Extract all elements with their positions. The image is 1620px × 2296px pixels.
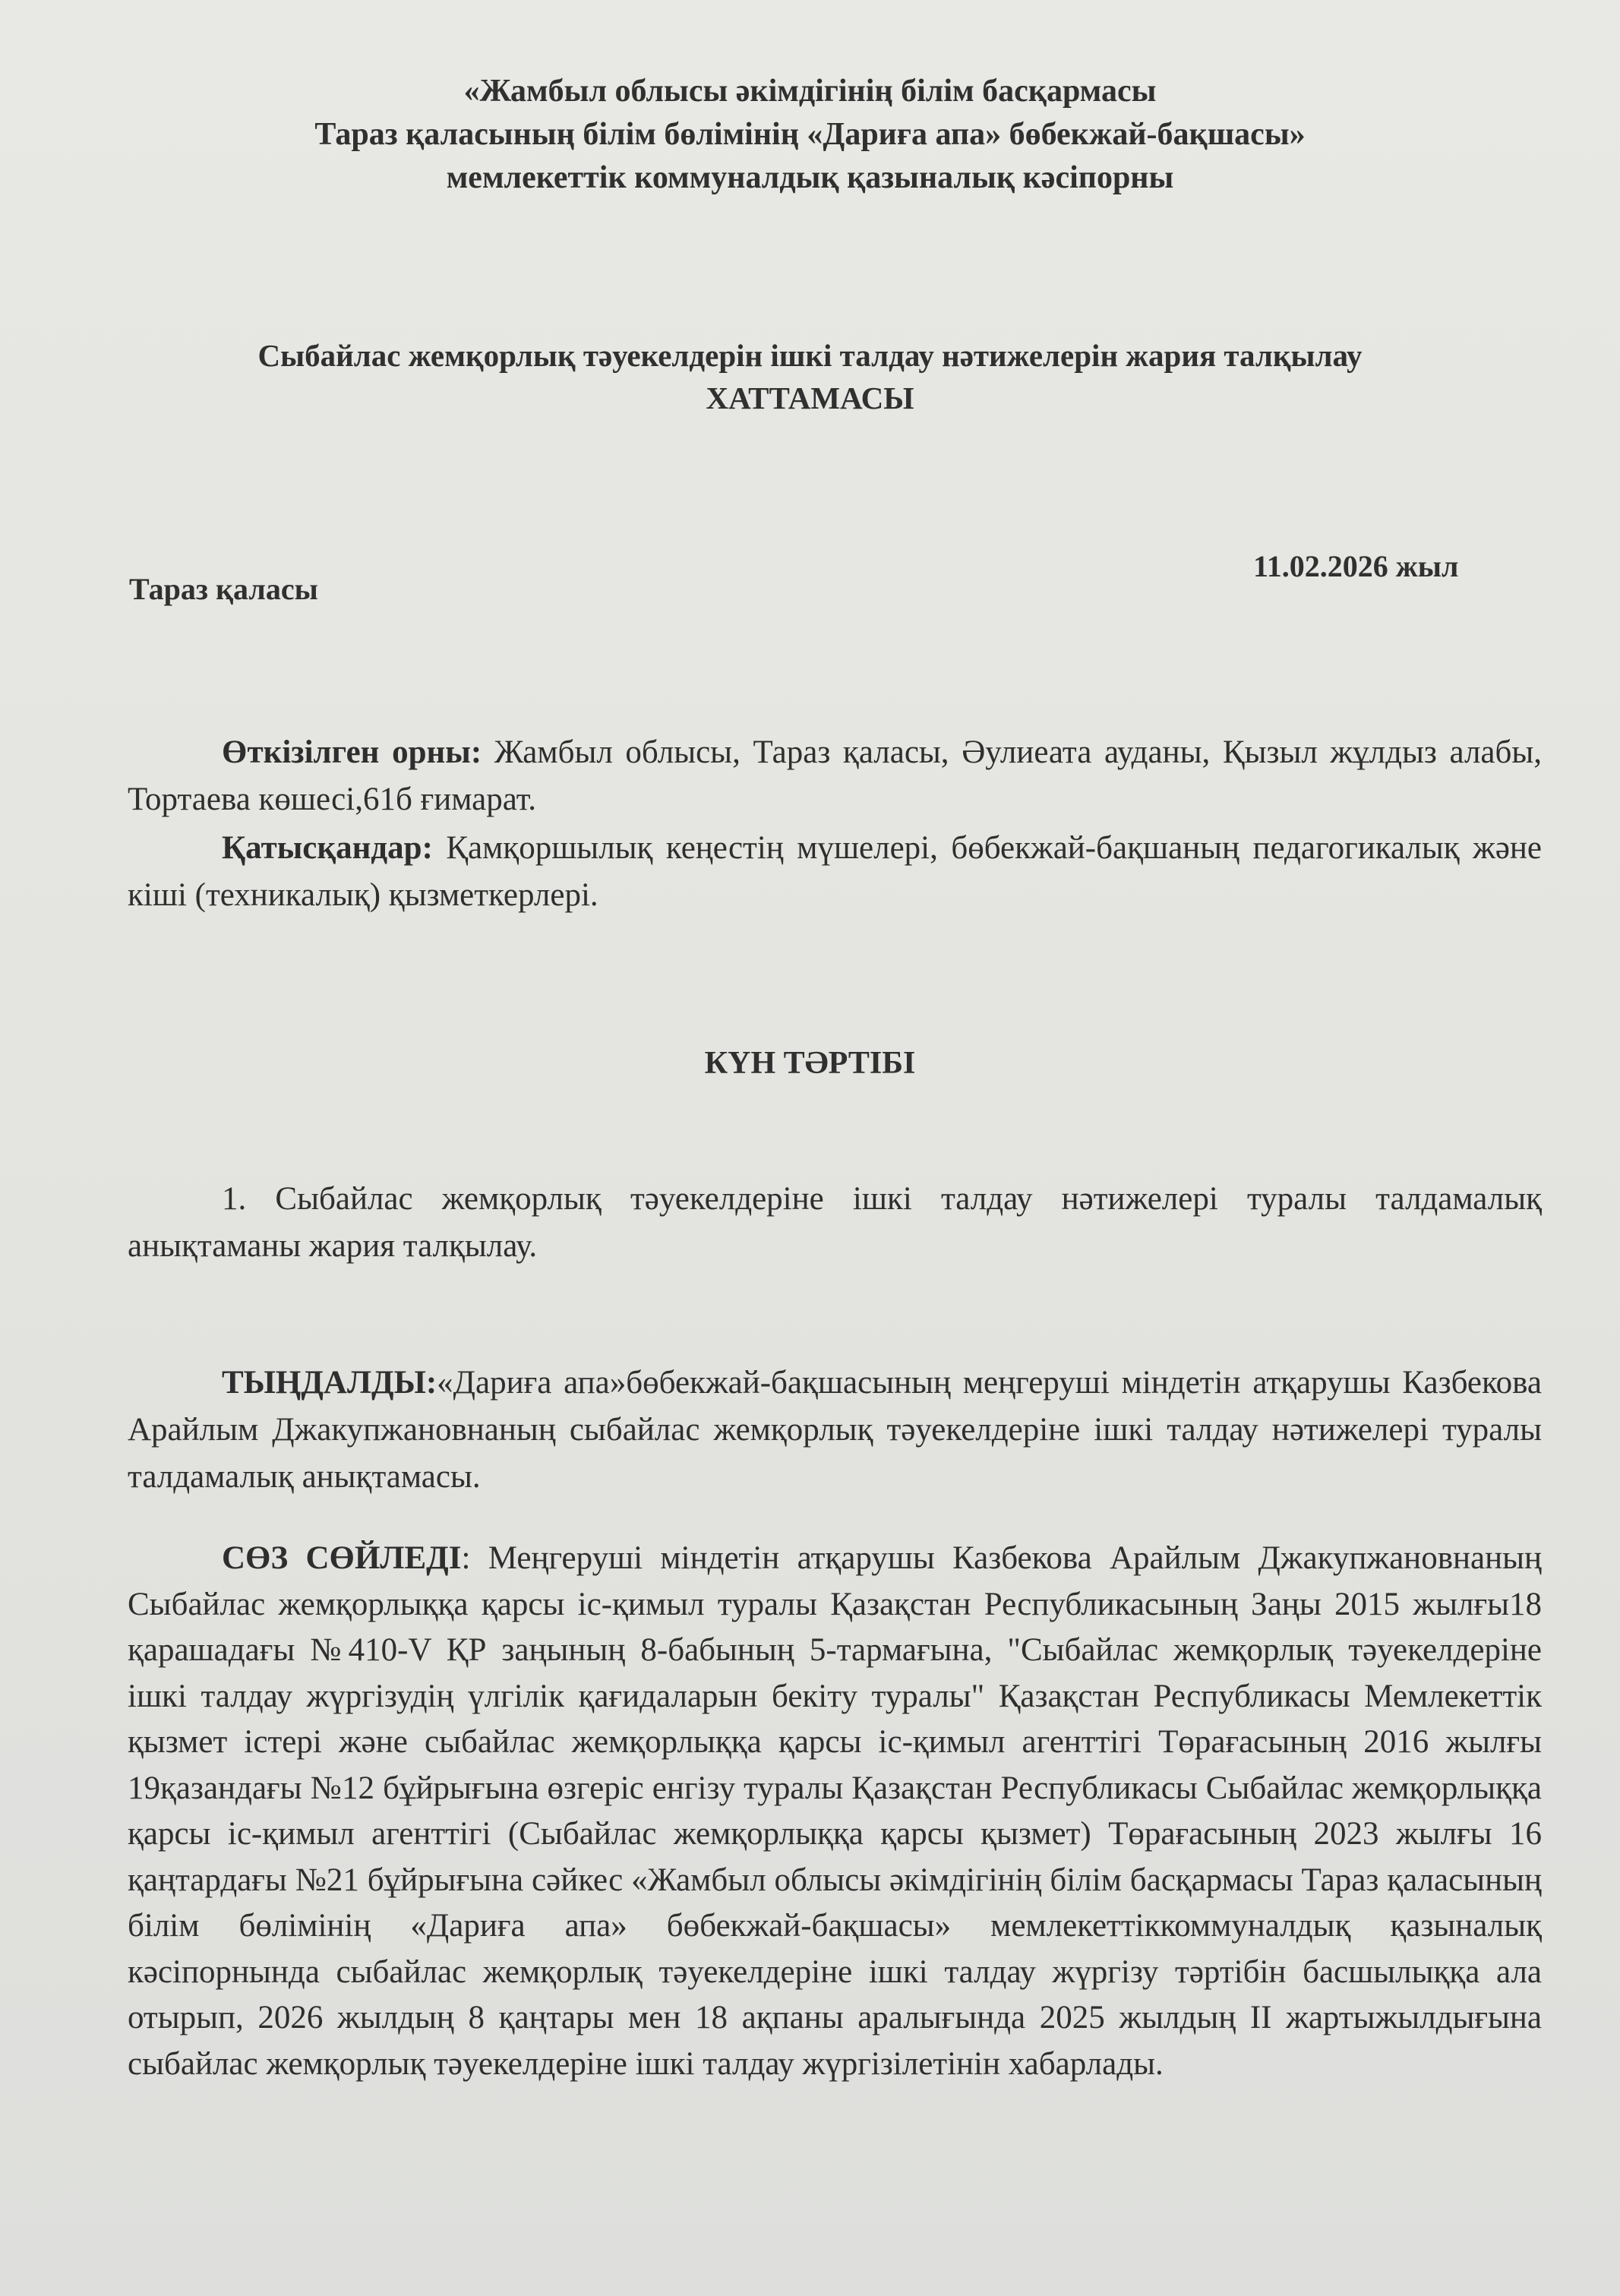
listened-label: ТЫҢДАЛДЫ:: [222, 1365, 437, 1401]
organization-header: [0, 70, 1620, 200]
venue-text: Жамбыл облысы, Тараз қаласы, Әулиеата ауданы, Қызыл жұлдыз алабы, Тортаева көшесі,61б ғимарат.: [128, 734, 1543, 817]
listened-paragraph: [128, 1360, 1542, 1501]
agenda-heading: КҮН ТӘРТІБІ: [704, 1046, 916, 1081]
title-line-1: Сыбайлас жемқорлық тәуекелдерін ішкі талдау нәтижелерін жария талқылау: [257, 338, 1363, 373]
spoke-label: СӨЗ СӨЙЛЕДІ: [222, 1540, 462, 1576]
org-line-2: Тараз қаласының білім бөлімінің «Дариға апа» бөбекжай-бақшасы»: [314, 117, 1306, 152]
agenda-item-1: 1. Сыбайлас жемқорлық тәуекелдеріне ішкі талдау нәтижелері туралы талдамалық анықтаманы жария талқылау.: [128, 1181, 1542, 1264]
spoke-paragraph: [128, 1536, 1542, 2087]
participants-paragraph: [128, 825, 1542, 919]
city-label: Тараз қаласы: [129, 572, 318, 606]
participants-label: Қатысқандар:: [222, 830, 433, 866]
venue-label: Өткізілген орны:: [222, 734, 482, 770]
org-line-3: мемлекеттік коммуналдық қазыналық кәсіпорны: [446, 160, 1174, 195]
listened-text: «Дариға апа»бөбекжай-бақшасының меңгеруші міндетін атқарушы Казбекова Арайлым Джакупжановнаның сыбайлас жемқорлық тәуекелдеріне ішкі талдау нәтижелері туралы талдамалық анықтамасы.: [128, 1365, 1542, 1495]
venue-paragraph: [128, 729, 1542, 823]
title-line-2: ХАТТАМАСЫ: [706, 381, 914, 415]
participants-text: Қамқоршылық кеңестің мүшелері, бөбекжай-бақшаның педагогикалық және кіші (техникалық) қызметкерлері.: [128, 830, 1542, 913]
document-title: [0, 334, 1620, 419]
org-line-1: «Жамбыл облысы әкімдігінің білім басқармасы: [463, 74, 1157, 109]
spoke-text: : Меңгеруші міндетін атқарушы Казбекова Арайлым Джакупжановнаның Сыбайлас жемқорлыққа қарсы іс-қимыл туралы Қазақстан Республикасының Заңы 2015 жылғы18 қарашадағы №410-V ҚР заңының 8-бабының 5-тармағына, "Сыбайлас жемқорлық тәуекелдеріне ішкі талдау жүргізудің үлгілік қағидаларын бекіту туралы" Қазақстан Республикасы Мемлекеттік қызмет істері және сыбайлас жемқорлыққа қарсы іс-қимыл агенттігі Төрағасының 2016 жылғы 19қазандағы №12 бұйрығына өзгеріс енгізу туралы Қазақстан Республикасы Сыбайлас жемқорлыққа қарсы іс-қимыл агенттігі (Сыбайлас жемқорлыққа қарсы қызмет) Төрағасының 2023 жылғы 16 қаңтардағы №21 бұйрығына сәйкес «Жамбыл облысы әкімдігінің білім басқармасы Тараз қаласының білім бөлімінің «Дариға апа» бөбекжай-бақшасы» мемлекеттіккоммуналдық қазыналық кәсіпорнында сыбайлас жемқорлық тәуекелдеріне ішкі талдау жүргізу тәртібін басшылыққа ала отырып, 2026 жылдың 8 қаңтары мен 18 ақпаны аралығында 2025 жылдың II жартыжылдығына сыбайлас жемқорлық тәуекелдеріне ішкі талдау жүргізілетінін хабарлады.: [128, 1540, 1543, 2082]
document-date: 11.02.2026 жыл: [1253, 549, 1459, 583]
